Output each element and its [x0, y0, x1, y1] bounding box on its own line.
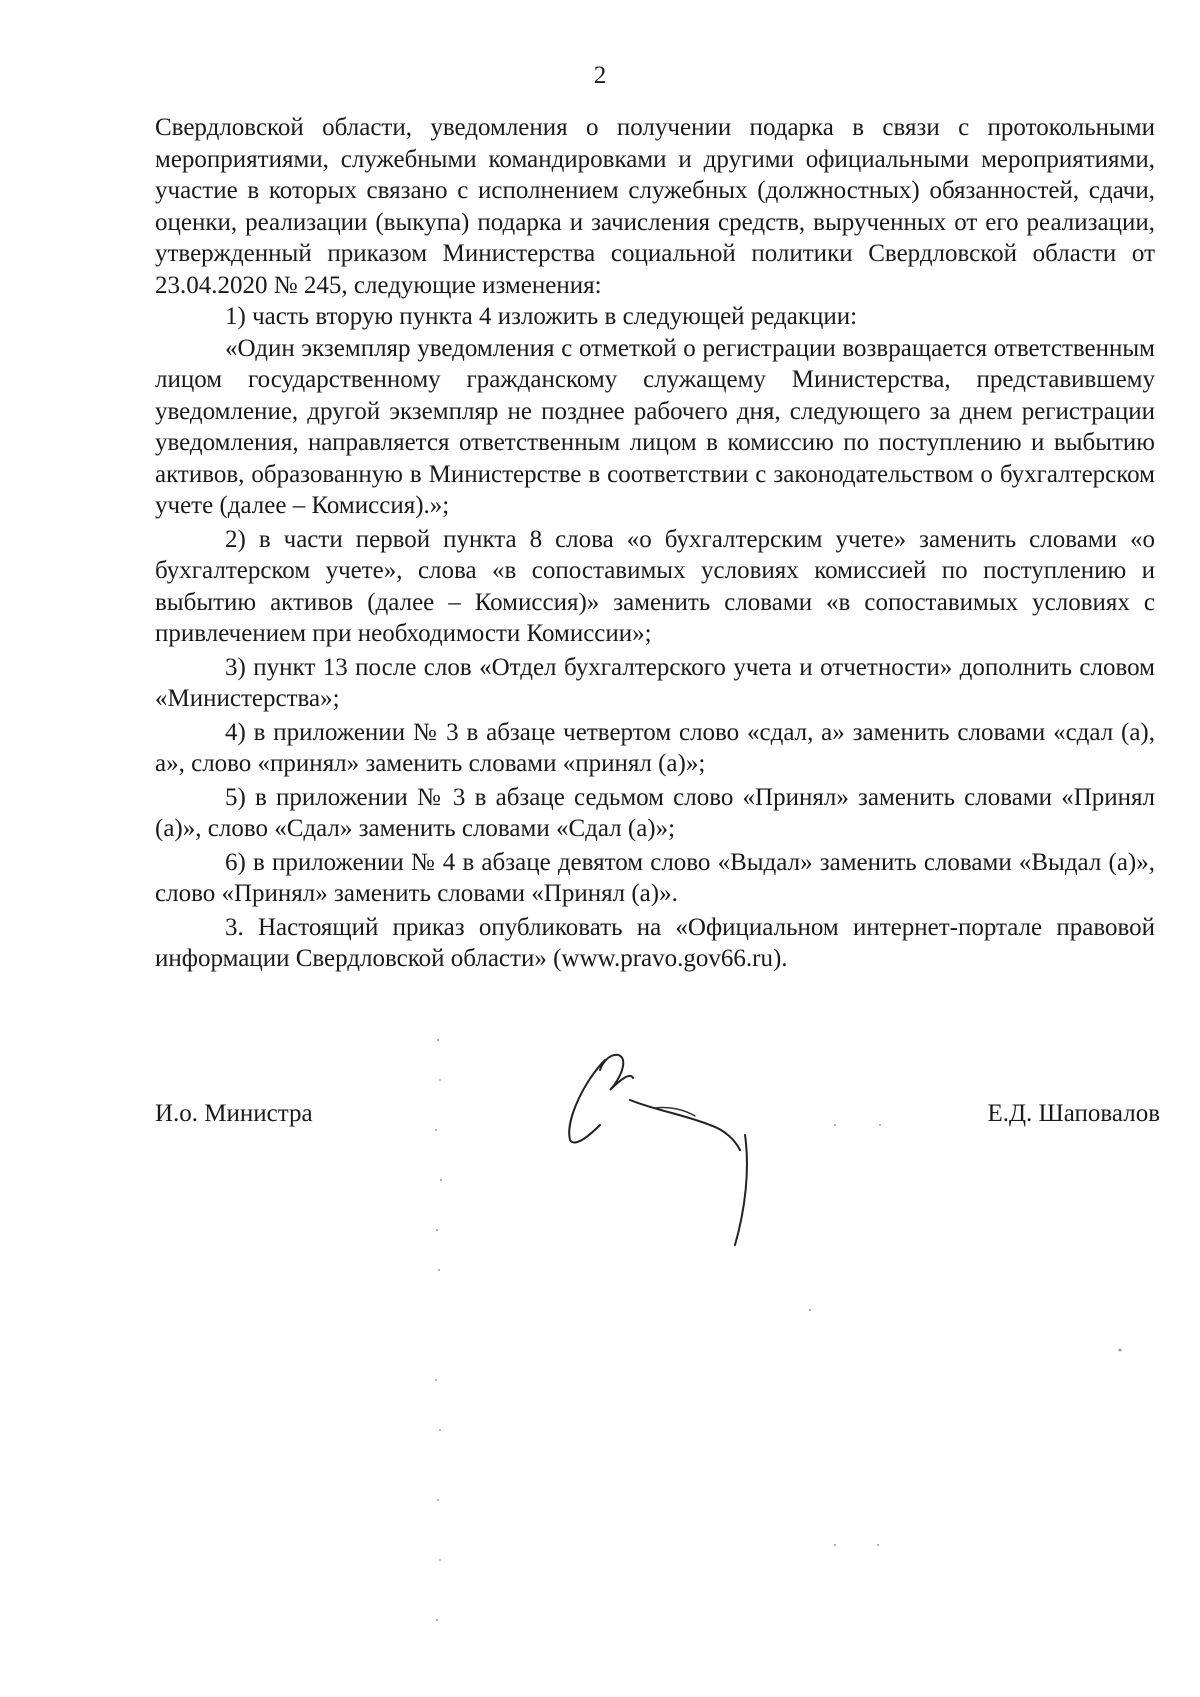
paragraph-item-5: 5) в приложении № 3 в абзаце седьмом слово «Принял» заменить словами «Принял (а)», слово «Сдал» заменить словами «Сдал (а)»;	[155, 783, 1155, 842]
paragraph-item-6: 6) в приложении № 4 в абзаце девятом слово «Выдал» заменить словами «Выдал (а)», слово «Принял» заменить словами «Принял (а)».	[155, 848, 1155, 907]
signature-stroke-2	[600, 1055, 633, 1090]
paragraph-item-3: 3) пункт 13 после слов «Отдел бухгалтерского учета и отчетности» дополнить словом «Министерства»;	[155, 653, 1155, 712]
handwritten-signature	[545, 1030, 825, 1260]
page-number: 2	[593, 62, 607, 89]
paragraph-item-1: 1) часть вторую пункта 4 изложить в следующей редакции:	[225, 303, 858, 330]
paragraph-continuation: Свердловской области, уведомления о получении подарка в связи с протокольными мероприятиями, служебными командировками и другими официальными мероприятиями, участие в которых связано с исполнением служебных (должностных) обязанностей, сдачи, оценки, реализации (выкупа) подарка и зачисления средств, вырученных от его реализации, утвержденный приказом Министерства социальной политики Свердловской области от 23.04.2020 № 245, следующие изменения:	[155, 114, 1155, 299]
signatory-name: Е.Д. Шаповалов	[987, 1100, 1160, 1127]
paragraph-item-4: 4) в приложении № 3 в абзаце четвертом слово «сдал, а» заменить словами «сдал (а), а», слово «принял» заменить словами «принял (а)»;	[155, 718, 1155, 777]
paragraph-item-2: 2) в части первой пункта 8 слова «о бухгалтерским учете» заменить словами «о бухгалтерском учете», слова «в сопоставимых условиях комиссией по поступлению и выбытию активов (далее – Комиссия)» заменить словами «в сопоставимых условиях с привлечением при необходимости Комиссии»;	[155, 525, 1155, 647]
signature-row	[155, 1100, 1160, 1140]
paragraph-publication: 3. Настоящий приказ опубликовать на «Официальном интернет-портале правовой информации Свердловской области» (www.pravo.gov66.ru).	[155, 913, 1155, 972]
paragraph-quoted-text: «Один экземпляр уведомления с отметкой о регистрации возвращается ответственным лицом государственному гражданскому служащему Министерства, представившему уведомление, другой экземпляр не позднее рабочего дня, следующего за днем регистрации уведомления, направляется ответственным лицом в комиссию по поступлению и выбытию активов, образованную в Министерстве в соответствии с законодательством о бухгалтерском учете (далее – Комиссия).»;	[155, 334, 1155, 519]
signatory-position: И.о. Министра	[155, 1100, 313, 1127]
document-body	[155, 112, 1155, 975]
signature-stroke-4	[735, 1135, 747, 1245]
